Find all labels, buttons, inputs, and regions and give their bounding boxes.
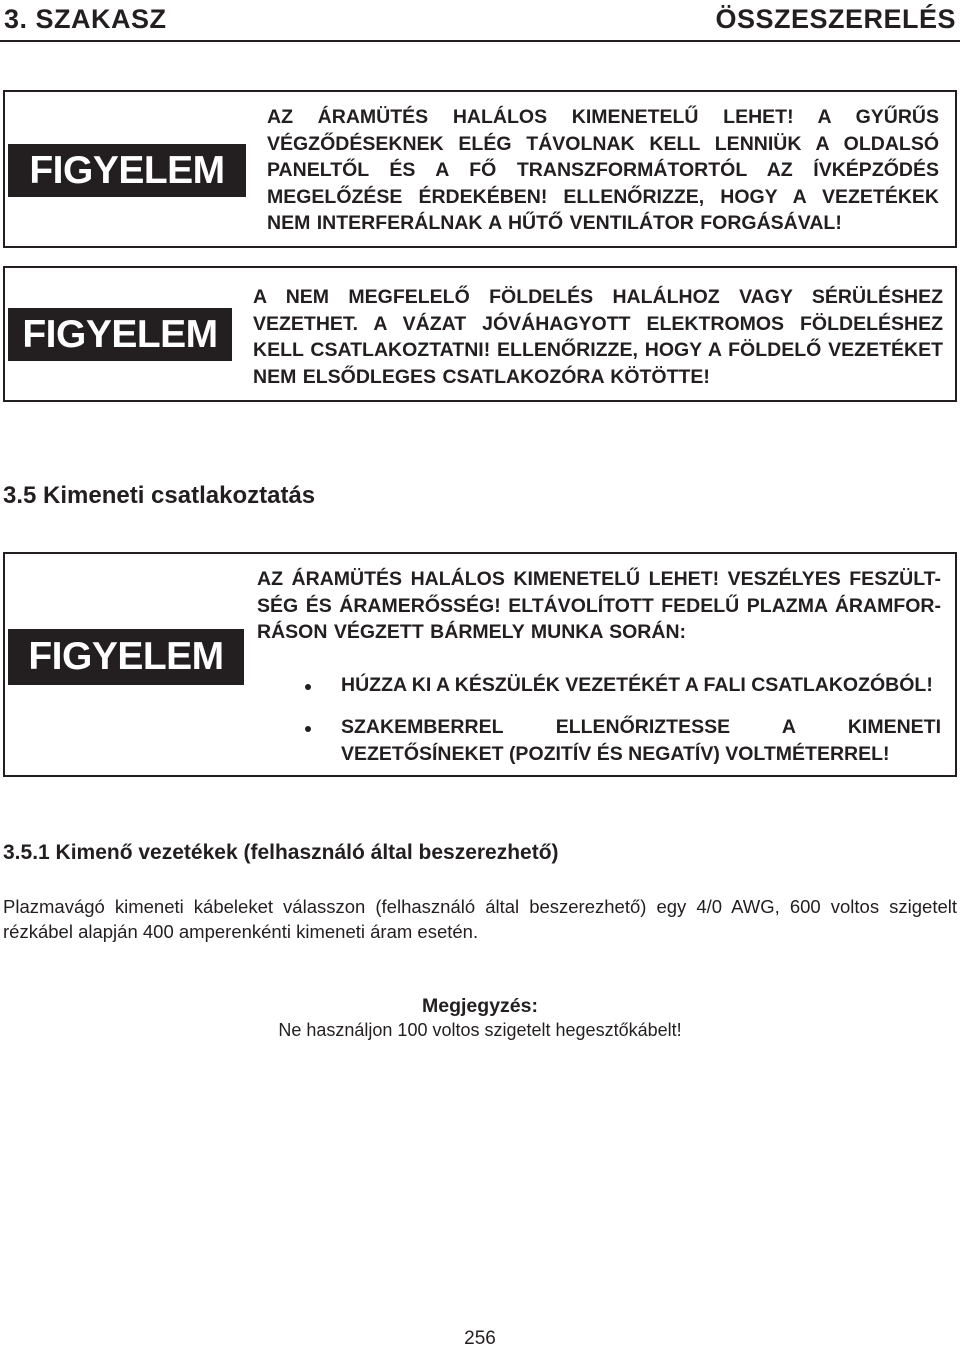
bullet-icon (305, 726, 311, 732)
note-text: Ne használjon 100 voltos szigetelt hegesztőkábelt! (278, 1020, 682, 1040)
warning-text: AZ ÁRAMÜTÉS HALÁLOS KIMENETELŰ LEHET! VESZÉLYES FESZÜLT-SÉG ÉS ÁRAMERŐSSÉG! ELTÁVOLÍTOTT FEDELŰ PLAZMA ÁRAMFOR-RÁSON VÉGZETT BÁRMELY MUNKA SORÁN: (257, 568, 941, 643)
bullet-icon (305, 684, 311, 690)
bullet-text: SZAKEMBERREL ELLENŐRIZTESSE A KIMENETI VEZETŐSÍNEKET (POZITÍV ÉS NEGATÍV) VOLTMÉTERREL! (341, 716, 941, 765)
bullet-text: HÚZZA KI A KÉSZÜLÉK VEZETÉKÉT A FALI CSATLAKOZÓBÓL! (341, 674, 933, 696)
section-number: 3. SZAKASZ (4, 4, 167, 34)
warning-label: FIGYELEM (8, 629, 244, 685)
warning-text: A NEM MEGFELELŐ FÖLDELÉS HALÁLHOZ VAGY SÉRÜLÉSHEZ VEZETHET. A VÁZAT JÓVÁHAGYOTT ELEKTROMOS FÖLDELÉSHEZ KELL CSATLAKOZTATNI! ELLENŐRIZZE, HOGY A FÖLDELŐ VEZETÉKET NEM ELSŐDLEGES CSATLAKOZÓRA KÖTÖTTE! (253, 286, 943, 388)
note-heading: Megjegyzés: (422, 995, 538, 1017)
section-heading: 3.5 Kimeneti csatlakoztatás (3, 482, 316, 509)
warning-box-output (3, 552, 957, 777)
page-header (0, 0, 960, 42)
warning-box-arc (3, 90, 957, 248)
page-number: 256 (464, 1328, 496, 1349)
body-paragraph: Plazmavágó kimeneti kábeleket válasszon (felhasználó által beszerezhető) egy 4/0 AWG, 600 voltos szigetelt rézkábel alapján 400 amperenkénti kimeneti áram esetén. (3, 896, 957, 942)
warning-label: FIGYELEM (8, 144, 246, 197)
chapter-title: ÖSSZESZERELÉS (715, 4, 956, 34)
warning-text: AZ ÁRAMÜTÉS HALÁLOS KIMENETELŰ LEHET! A GYŰRŰS VÉGZŐDÉSEKNEK ELÉG TÁVOLNAK KELL LENNIÜK A OLDALSÓ PANELTŐL ÉS A FŐ TRANSZFORMÁTORTÓL AZ ÍVKÉPZŐDÉS MEGELŐZÉSE ÉRDEKÉBEN! ELLENŐRIZZE, HOGY A VEZETÉKEK NEM INTERFERÁLNAK A HŰTŐ VENTILÁTOR FORGÁSÁVAL! (267, 106, 939, 234)
warning-label: FIGYELEM (8, 308, 232, 361)
subsection-heading: 3.5.1 Kimenő vezetékek (felhasználó által beszerezhető) (3, 841, 559, 864)
warning-box-grounding (3, 266, 957, 402)
